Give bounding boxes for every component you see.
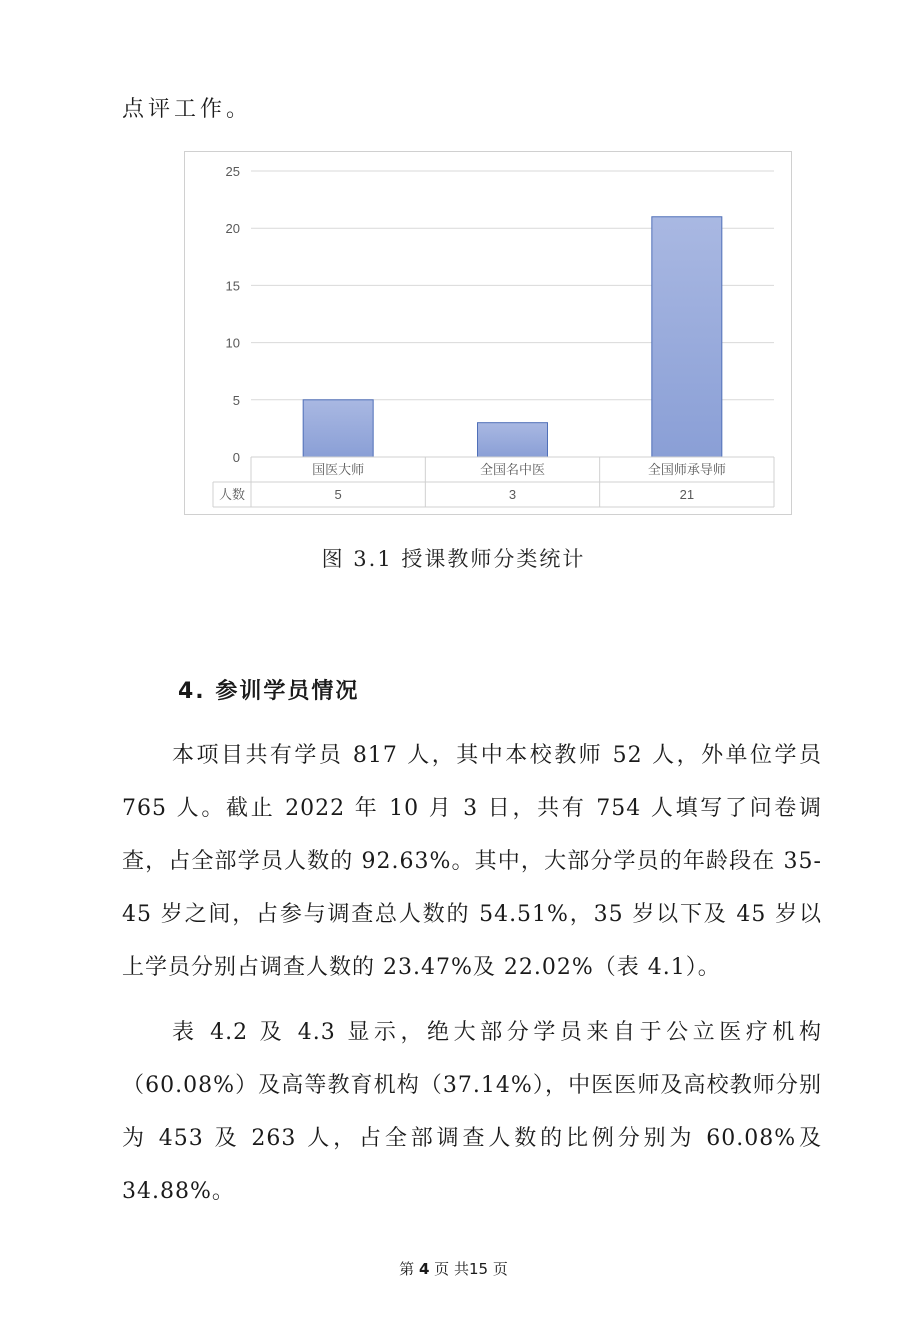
footer-page-number: 4 xyxy=(418,1260,430,1278)
footer-mid: 页 共 xyxy=(434,1260,469,1278)
data-label: 3 xyxy=(508,487,517,502)
bar-chart xyxy=(184,151,792,515)
bar xyxy=(652,217,722,457)
data-label: 5 xyxy=(334,487,342,502)
y-tick-label: 25 xyxy=(225,164,240,179)
series-label: 人数 xyxy=(218,487,246,502)
category-label: 全国名中医 xyxy=(479,462,546,477)
footer-suffix: 页 xyxy=(492,1260,508,1278)
figure-caption: 图 3.1 授课教师分类统计 xyxy=(321,547,586,571)
y-tick-label: 5 xyxy=(232,392,240,408)
footer-prefix: 第 xyxy=(399,1260,415,1278)
footer-total-pages: 15 xyxy=(468,1260,489,1278)
y-tick-label: 15 xyxy=(225,278,240,294)
y-tick-label: 10 xyxy=(225,335,240,351)
bar xyxy=(303,400,373,457)
section-heading: 4. 参训学员情况 xyxy=(178,679,360,704)
bar xyxy=(478,423,548,457)
data-label: 21 xyxy=(679,487,695,502)
y-tick-label: 0 xyxy=(232,450,240,465)
y-tick-label: 20 xyxy=(225,221,240,237)
body-paragraph: 本项目共有学员 817 人，其中本校教师 52 人，外单位学员 765 人。截止 2022 年 10 月 3 日，共有 754 人填写了问卷调查，占全部学员人数的 92.63%。其中，大部分学员的年龄段在 35-45 岁之间，占参与调查总人数的 54.51%，35 岁以下及 45 岁以上学员分别占调查人数的 23.47%及 22.02%（表 4.1）。 xyxy=(122,743,822,980)
chart-canvas xyxy=(185,152,791,514)
category-label: 国医大师 xyxy=(312,462,365,477)
paragraph-tail: 点评工作。 xyxy=(122,97,253,122)
category-label: 全国师承导师 xyxy=(647,462,726,477)
body-paragraph: 表 4.2 及 4.3 显示，绝大部分学员来自于公立医疗机构（60.08%）及高等教育机构（37.14%），中医医师及高校教师分别为 453 及 263 人，占全部调查人数的比例分别为 60.08%及 34.88%。 xyxy=(122,1020,822,1204)
page-footer xyxy=(0,1258,907,1279)
